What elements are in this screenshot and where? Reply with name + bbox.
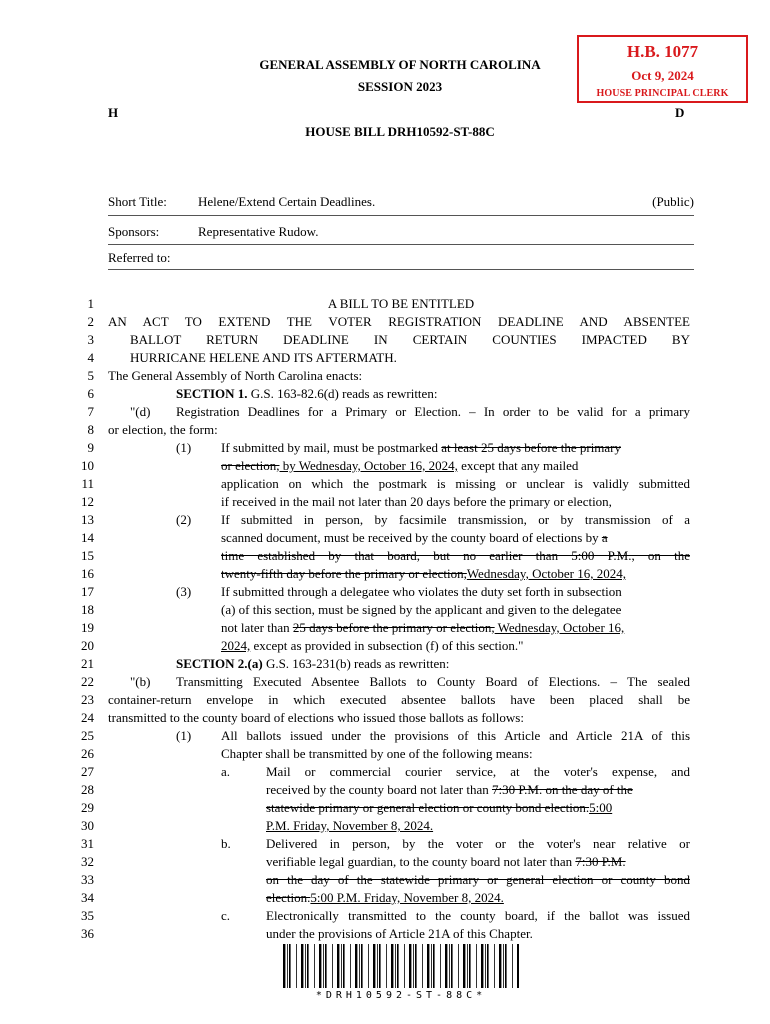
line-number: 36 [81, 926, 94, 941]
section-2-heading [176, 655, 449, 673]
body-line: under the provisions of Article 21A of this Chapter. [266, 926, 533, 941]
struck-text: or election, [221, 458, 280, 473]
barcode-bar [409, 944, 411, 988]
barcode-bar [314, 944, 315, 988]
body-line [221, 619, 624, 637]
section-text: G.S. 163-82.6(d) reads as rewritten: [247, 386, 438, 401]
item-letter: c. [221, 908, 231, 923]
barcode-bar [395, 944, 396, 988]
line-number: 5 [87, 368, 94, 383]
barcode-bar [463, 944, 465, 988]
barcode-bar [341, 944, 342, 988]
barcode-bar [476, 944, 477, 988]
chamber-letter-left: H [108, 105, 119, 120]
inserted-text: Wednesday, October 16, [494, 620, 625, 635]
barcode-bar [337, 944, 339, 988]
body-line [266, 781, 633, 799]
line-number: 27 [81, 764, 94, 779]
filing-stamp [577, 35, 748, 103]
line-number: 8 [87, 422, 94, 437]
inserted-text: by Wednesday, October 16, 2024, [279, 458, 458, 473]
body-line [266, 853, 626, 871]
line-number: 25 [81, 728, 94, 743]
line-number: 1 [87, 296, 94, 311]
line-number: 14 [81, 530, 94, 545]
divider [108, 269, 694, 270]
line-number: 35 [81, 908, 94, 923]
body-line: Delivered in person, by the voter or the voter's near relative or [266, 836, 690, 851]
line-number: 4 [87, 350, 94, 365]
enacting-clause: The General Assembly of North Carolina enacts: [108, 368, 363, 383]
struck-line: on the day of the statewide primary or general election or county bond [266, 872, 690, 887]
item-letter: b. [221, 836, 231, 851]
barcode-bar [287, 944, 288, 988]
inserted-text: Wednesday, October 16, 2024, [466, 566, 626, 581]
line-number: 10 [81, 458, 94, 473]
text: not later than [221, 620, 293, 635]
body-line: or election, the form: [108, 422, 218, 437]
item-letter: a. [221, 764, 231, 779]
short-title-value: Helene/Extend Certain Deadlines. [198, 194, 376, 209]
body-line: If submitted in person, by facsimile transmission, or by transmission of a [221, 512, 690, 527]
line-number: 22 [81, 674, 94, 689]
barcode-bar [494, 944, 495, 988]
line-number: 18 [81, 602, 94, 617]
barcode-bar [296, 944, 297, 988]
barcode-bar [449, 944, 450, 988]
struck-text: 7:30 P.M. on the day of the [491, 782, 633, 797]
barcode [283, 944, 519, 992]
text: verifiable legal guardian, to the county board not later than [266, 854, 576, 869]
barcode-bar [319, 944, 321, 988]
item-number: (2) [176, 512, 192, 527]
line-number: 16 [81, 566, 94, 581]
text: scanned document, must be received by the county board of elections by [221, 530, 602, 545]
barcode-bar [487, 944, 489, 988]
line-number: 17 [81, 584, 94, 599]
line-number: 6 [87, 386, 94, 401]
line-number: 2 [87, 314, 94, 329]
divider [108, 215, 694, 216]
line-number: 28 [81, 782, 94, 797]
barcode-text: *DRH10592-ST-88C* [315, 990, 487, 1001]
barcode-bar [467, 944, 468, 988]
barcode-bar [343, 944, 345, 988]
body-line: container-return envelope in which executed absentee ballots have been placed shall be [108, 692, 690, 707]
barcode-bar [427, 944, 429, 988]
barcode-bar [368, 944, 369, 988]
item-number: (3) [176, 584, 192, 599]
line-number: 7 [87, 404, 94, 419]
line-number: 29 [81, 800, 94, 815]
body-line [221, 565, 626, 583]
barcode-bar [301, 944, 303, 988]
act-title-line: AN ACT TO EXTEND THE VOTER REGISTRATION DEADLINE AND ABSENTEE [108, 314, 690, 329]
struck-text: 7:30 P.M. [575, 854, 626, 869]
barcode-bar [350, 944, 351, 988]
barcode-bar [503, 944, 504, 988]
inserted-text: 2024, [221, 638, 251, 653]
body-line [221, 637, 523, 655]
barcode-bar [413, 944, 414, 988]
body-line: if received in the mail not later than 20 days before the primary or election, [221, 494, 612, 509]
barcode-bar [325, 944, 327, 988]
body-line [266, 889, 504, 907]
subsection-label: "(b) [130, 674, 151, 689]
body-line: All ballots issued under the provisions of this Article and Article 21A of this [221, 728, 690, 743]
barcode-bar [355, 944, 357, 988]
barcode-bar [289, 944, 291, 988]
short-title-label: Short Title: [108, 194, 167, 209]
body-line [266, 799, 612, 817]
barcode-bar [422, 944, 423, 988]
barcode-bar [397, 944, 399, 988]
body-line [221, 457, 578, 475]
barcode-bar [332, 944, 333, 988]
stamp-date: Oct 9, 2024 [631, 68, 694, 83]
barcode-bar [323, 944, 324, 988]
barcode-bar [377, 944, 378, 988]
barcode-bar [307, 944, 309, 988]
barcode-bar [451, 944, 453, 988]
barcode-bar [283, 944, 285, 988]
text: If submitted by mail, must be postmarked [221, 440, 442, 455]
stamp-clerk: HOUSE PRINCIPAL CLERK [596, 88, 729, 99]
line-number: 32 [81, 854, 94, 869]
text: received by the county board not later than [266, 782, 492, 797]
line-number: 34 [81, 890, 94, 905]
inserted-text: 5:00 [589, 800, 613, 815]
referred-label: Referred to: [108, 250, 171, 265]
inserted-text: 5:00 P.M. Friday, November 8, 2024. [310, 890, 504, 905]
text: except as provided in subsection (f) of this section." [250, 638, 524, 653]
body-line [221, 529, 608, 547]
line-number: 31 [81, 836, 94, 851]
bill-heading: A BILL TO BE ENTITLED [327, 296, 475, 311]
act-title-line: HURRICANE HELENE AND ITS AFTERMATH. [130, 350, 397, 365]
barcode-bar [359, 944, 360, 988]
public-label: (Public) [652, 194, 694, 209]
struck-line: time established by that board, but no earlier than 5:00 P.M., on the [221, 548, 690, 563]
barcode-bar [485, 944, 486, 988]
line-number: 24 [81, 710, 94, 725]
section-label: SECTION 2.(a) [176, 656, 263, 671]
barcode-bar [481, 944, 483, 988]
line-number: 30 [81, 818, 94, 833]
struck-text: statewide primary or general election or county bond election. [266, 800, 590, 815]
divider [108, 244, 694, 245]
barcode-bar [373, 944, 375, 988]
barcode-bar [404, 944, 405, 988]
body-line: application on which the postmark is missing or unclear is validly submitted [221, 476, 690, 491]
barcode-bar [386, 944, 387, 988]
barcode-bar [469, 944, 471, 988]
barcode-bar [379, 944, 381, 988]
section-1-heading [176, 385, 437, 403]
body-line: transmitted to the county board of elections who issued those ballots as follows: [108, 710, 524, 725]
item-number: (1) [176, 440, 192, 455]
bill-title: HOUSE BILL DRH10592-ST-88C [305, 124, 495, 139]
body-line: Mail or commercial courier service, at the voter's expense, and [266, 764, 690, 779]
body-line: Registration Deadlines for a Primary or Election. – In order to be valid for a primary [176, 404, 690, 419]
body-line: Electronically transmitted to the county board, if the ballot was issued [266, 908, 690, 923]
struck-text: at least 25 days before the primary [441, 440, 622, 455]
text: except that any mailed [457, 458, 579, 473]
barcode-bar [440, 944, 441, 988]
stamp-bill-number: H.B. 1077 [626, 42, 699, 61]
struck-text: a [601, 530, 608, 545]
barcode-bar [415, 944, 417, 988]
body-line: Transmitting Executed Absentee Ballots to County Board of Elections. – The sealed [176, 674, 690, 689]
body-line: Chapter shall be transmitted by one of the following means: [221, 746, 533, 761]
line-number: 15 [81, 548, 94, 563]
session-title: SESSION 2023 [357, 79, 443, 94]
subsection-label: "(d) [130, 404, 151, 419]
barcode-bar [431, 944, 432, 988]
barcode-bar [499, 944, 501, 988]
barcode-bar [305, 944, 306, 988]
body-line [221, 439, 621, 457]
barcode-bar [458, 944, 459, 988]
line-number: 20 [81, 638, 94, 653]
line-number: 3 [87, 332, 94, 347]
struck-text: 25 days before the primary or election, [292, 620, 495, 635]
section-label: SECTION 1. [176, 386, 248, 401]
inserted-line: P.M. Friday, November 8, 2024. [266, 818, 434, 833]
line-number: 11 [81, 476, 94, 491]
line-number: 26 [81, 746, 94, 761]
struck-text: twenty-fifth day before the primary or election, [221, 566, 467, 581]
body-line: (a) of this section, must be signed by the applicant and given to the delegatee [221, 602, 622, 617]
sponsors-label: Sponsors: [108, 224, 160, 239]
barcode-bar [391, 944, 393, 988]
barcode-bar [433, 944, 435, 988]
struck-text: election. [266, 890, 311, 905]
line-number: 13 [81, 512, 94, 527]
line-number: 19 [81, 620, 94, 635]
barcode-bar [512, 944, 513, 988]
chamber-letter-right: D [675, 105, 685, 120]
barcode-bar [445, 944, 447, 988]
line-number: 33 [81, 872, 94, 887]
body-line: If submitted through a delegatee who violates the duty set forth in subsection [221, 584, 622, 599]
line-number: 9 [87, 440, 94, 455]
line-number: 23 [81, 692, 94, 707]
line-number: 21 [81, 656, 94, 671]
item-number: (1) [176, 728, 192, 743]
line-number: 12 [81, 494, 94, 509]
act-title-line: BALLOT RETURN DEADLINE IN CERTAIN COUNTIES IMPACTED BY [130, 332, 690, 347]
assembly-title: GENERAL ASSEMBLY OF NORTH CAROLINA [259, 57, 541, 72]
barcode-bar [517, 944, 519, 988]
section-text: G.S. 163-231(b) reads as rewritten: [262, 656, 450, 671]
sponsors-value: Representative Rudow. [198, 224, 319, 239]
barcode-bar [505, 944, 507, 988]
barcode-bar [361, 944, 363, 988]
